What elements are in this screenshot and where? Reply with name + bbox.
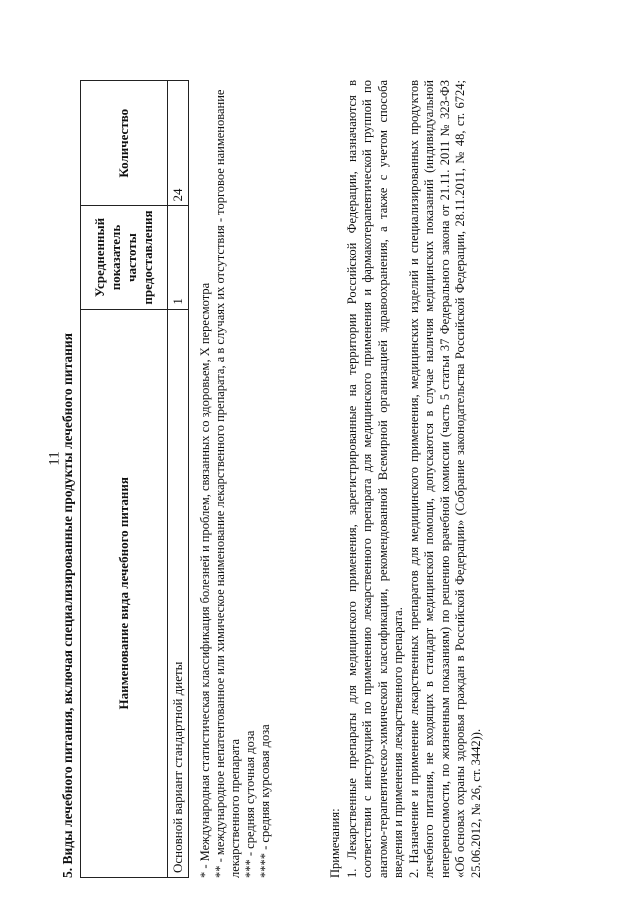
note-item-2: 2. Назначение и применение лекарственных препаратов для медицинского применения, медицинских изделий и специализированных продуктов лечебного питания, не входящих в стандарт медицинской помощи, допускаются в случае наличия медицинских показаний (индивидуальной непереносимости, по жизненным показаниям) по решению врачебной комиссии (часть 5 статьи 37 Федерального закона от 21.11. 2011 № 323-ФЗ «Об основах охраны здоровья граждан в Российской Федерации» (Собрание законодательства Российской Федерации, 28.11.2011, № 48, ст. 6724; 25.06.2012, № 26, ст. 3442)).	[406, 80, 483, 878]
rotated-page-content	[60, 58, 630, 878]
footnote-icd: * - Международная статистическая классификация болезней и проблем, связанных со здоровьем, X пересмотра	[198, 282, 212, 878]
column-header-diet-name: Наименование вида лечебного питания	[81, 309, 168, 877]
footnote-inn: ** - международное непатентованное или химическое наименование лекарственного препарата, а в случаях их отсутствия - торговое наименование лекарственного препарата	[213, 89, 242, 878]
note-item-1: 1. Лекарственные препараты для медицинского применения, зарегистрированные на территории Российской Федерации, назначаются в соответствии с инструкцией по применению лекарственного препарата для медицинского применения и фармакотерапевтической группой по анатомо-терапевтическо-химической классификации, рекомендованной Всемирной организацией здравоохранения, а также с учетом способа введения и применения лекарственного препарата.	[344, 80, 405, 878]
footnote-daily-dose: *** - средняя суточная доза	[243, 730, 257, 878]
table-row	[168, 81, 189, 878]
footnote-course-dose: **** - средняя курсовая доза	[258, 724, 272, 878]
column-header-quantity: Количество	[81, 81, 168, 206]
table-header-row	[81, 81, 168, 878]
diet-table	[80, 80, 189, 878]
section-title: 5. Виды лечебного питания, включая специализированные продукты лечебного питания	[60, 333, 75, 878]
abbreviation-footnotes	[198, 58, 273, 878]
notes-title: Примечания:	[328, 808, 342, 878]
cell-frequency: 1	[168, 206, 189, 309]
page-number: 11	[46, 451, 63, 466]
notes-section	[328, 80, 484, 878]
column-header-frequency: Усредненный показатель частоты предоставления	[81, 206, 168, 309]
cell-quantity: 24	[168, 81, 189, 206]
cell-diet-name: Основной вариант стандартной диеты	[168, 309, 189, 877]
